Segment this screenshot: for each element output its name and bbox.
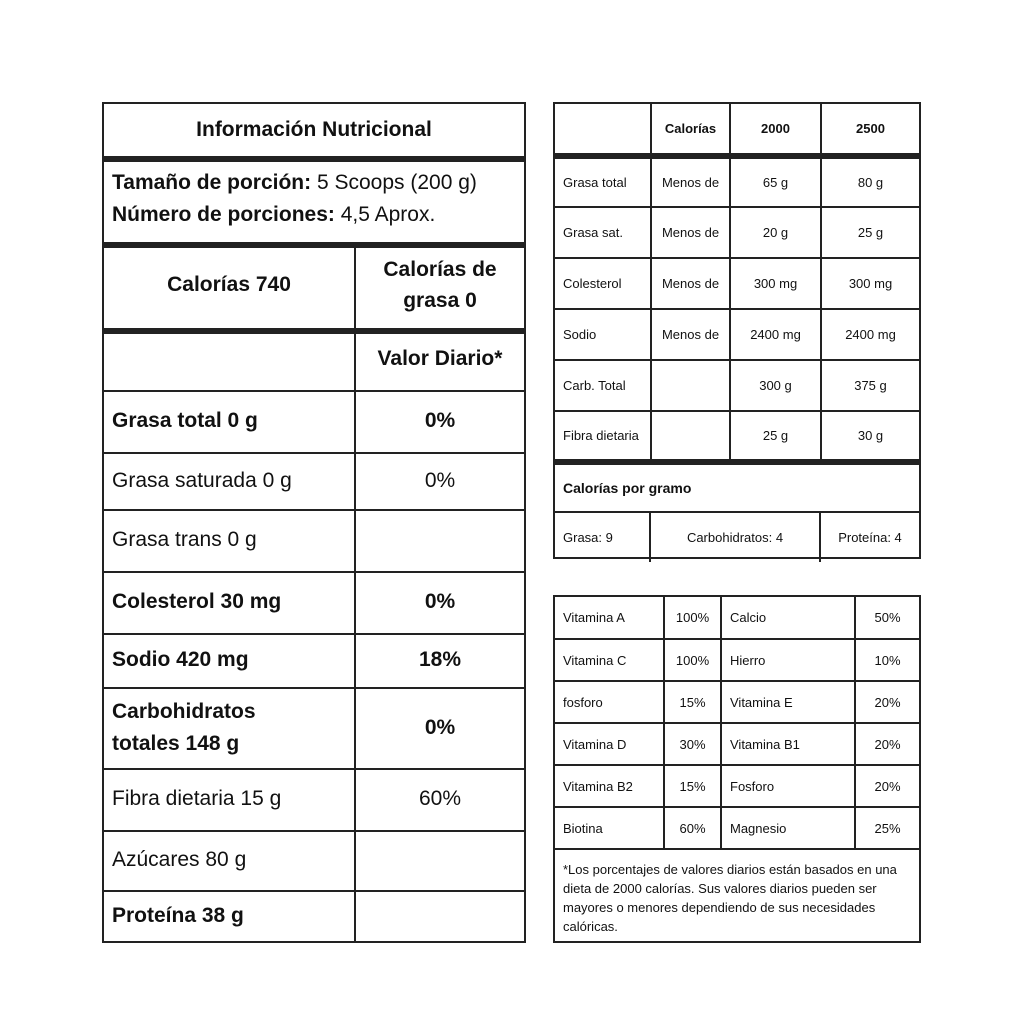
- nutrient-name: Carbohidratos totales 148 g: [112, 699, 256, 755]
- reference-2000: 20 g: [730, 207, 821, 258]
- daily-value-header: Valor Diario*: [354, 328, 524, 390]
- reference-qualifier: Menos de: [651, 156, 730, 207]
- reference-nutrient: Grasa total: [555, 156, 651, 207]
- vitamin-row: [555, 597, 919, 639]
- reference-nutrient: Grasa sat.: [555, 207, 651, 258]
- vitamin-percent: 20%: [855, 765, 919, 807]
- nutrition-title: Información Nutricional: [104, 104, 524, 162]
- reference-2500: 375 g: [821, 360, 919, 411]
- vitamins-panel: [553, 595, 921, 943]
- nutrient-name: Grasa saturada 0 g: [112, 468, 292, 492]
- vitamin-row: [555, 681, 919, 723]
- calories-row: [104, 242, 524, 334]
- vitamin-name: Calcio: [721, 597, 855, 639]
- reference-row: [555, 411, 919, 462]
- reference-2000: 65 g: [730, 156, 821, 207]
- reference-header-row: [555, 104, 919, 156]
- calories-from-fat: Calorías de grasa 0: [354, 242, 524, 328]
- reference-2500: 2400 mg: [821, 309, 919, 360]
- reference-row: [555, 360, 919, 411]
- nutrient-row: [104, 830, 524, 892]
- vitamin-percent: 25%: [855, 807, 919, 849]
- reference-row: [555, 258, 919, 309]
- vitamin-percent: 60%: [664, 807, 721, 849]
- protein-calories-per-gram: Proteína: 4: [838, 530, 902, 545]
- reference-qualifier: [651, 411, 730, 462]
- nutrient-dv: [354, 509, 524, 571]
- vitamin-name: Vitamina D: [555, 723, 664, 765]
- nutrient-row: [104, 890, 524, 941]
- vitamins-table: [555, 597, 919, 850]
- vitamin-row: [555, 723, 919, 765]
- vitamin-name: Fosforo: [721, 765, 855, 807]
- daily-value-footnote: *Los porcentajes de valores diarios están basados en una dieta de 2000 calorías. Sus valores diarios pueden ser mayores o menores dependiendo de sus necesidades calóricas.: [563, 862, 897, 934]
- header-cell: [555, 104, 651, 156]
- nutrient-dv: 0%: [354, 390, 524, 452]
- nutrient-name: Colesterol 30 mg: [112, 590, 282, 613]
- nutrient-row: [104, 390, 524, 454]
- vitamin-name: Vitamina C: [555, 639, 664, 681]
- reference-2500: 80 g: [821, 156, 919, 207]
- calories-per-gram-title: Calorías por gramo: [555, 465, 919, 513]
- reference-nutrient: Sodio: [555, 309, 651, 360]
- daily-value-header-row: [104, 328, 524, 392]
- reference-qualifier: Menos de: [651, 258, 730, 309]
- reference-qualifier: Menos de: [651, 207, 730, 258]
- vitamin-name: Magnesio: [721, 807, 855, 849]
- vitamin-percent: 30%: [664, 723, 721, 765]
- calories-value: Calorías 740: [167, 273, 291, 296]
- vitamin-name: Vitamina B1: [721, 723, 855, 765]
- reference-row: [555, 156, 919, 207]
- reference-2000: 2400 mg: [730, 309, 821, 360]
- nutrient-row: [104, 452, 524, 511]
- nutrient-dv: 0%: [354, 571, 524, 633]
- vitamin-percent: 100%: [664, 639, 721, 681]
- nutrient-dv: [354, 830, 524, 890]
- nutrient-dv: 0%: [354, 687, 524, 768]
- vitamin-name: Vitamina A: [555, 597, 664, 639]
- nutrition-facts-panel: [102, 102, 526, 943]
- reference-2000: 25 g: [730, 411, 821, 462]
- servings-per-container: Número de porciones: 4,5 Aprox.: [112, 203, 436, 226]
- reference-qualifier: Menos de: [651, 309, 730, 360]
- header-cell: 2000: [730, 104, 821, 156]
- serving-size: Tamaño de porción: 5 Scoops (200 g): [112, 171, 477, 194]
- nutrient-name: Proteína 38 g: [112, 903, 244, 927]
- vitamin-name: Vitamina B2: [555, 765, 664, 807]
- reference-row: [555, 309, 919, 360]
- reference-nutrient: Colesterol: [555, 258, 651, 309]
- nutrient-name: Fibra dietaria 15 g: [112, 787, 282, 810]
- header-cell: 2500: [821, 104, 919, 156]
- reference-row: [555, 207, 919, 258]
- vitamin-percent: 50%: [855, 597, 919, 639]
- vitamin-percent: 15%: [664, 681, 721, 723]
- nutrient-name: Grasa trans 0 g: [112, 528, 257, 551]
- vitamin-row: [555, 765, 919, 807]
- vitamin-row: [555, 807, 919, 849]
- vitamin-name: Vitamina E: [721, 681, 855, 723]
- vitamin-percent: 20%: [855, 723, 919, 765]
- reference-2500: 25 g: [821, 207, 919, 258]
- vitamin-percent: 10%: [855, 639, 919, 681]
- nutrient-dv: 18%: [354, 633, 524, 687]
- header-cell: Calorías: [651, 104, 730, 156]
- reference-2000: 300 mg: [730, 258, 821, 309]
- nutrient-name: Azúcares 80 g: [112, 848, 247, 871]
- nutrient-row: [104, 571, 524, 635]
- nutrient-dv: 60%: [354, 768, 524, 830]
- reference-values-panel: [553, 102, 921, 559]
- nutrient-row: [104, 509, 524, 573]
- reference-table: [555, 104, 919, 465]
- fat-calories-per-gram: Grasa: 9: [555, 513, 651, 562]
- reference-qualifier: [651, 360, 730, 411]
- nutrient-row: [104, 768, 524, 832]
- vitamin-name: Biotina: [555, 807, 664, 849]
- nutrient-name: Grasa total 0 g: [112, 409, 258, 432]
- nutrient-dv: 0%: [354, 452, 524, 509]
- serving-info: [104, 156, 524, 248]
- carb-calories-per-gram: Carbohidratos: 4: [651, 513, 821, 562]
- reference-2000: 300 g: [730, 360, 821, 411]
- reference-nutrient: Fibra dietaria: [555, 411, 651, 462]
- nutrient-dv: [354, 890, 524, 941]
- nutrient-row: [104, 633, 524, 689]
- vitamin-row: [555, 639, 919, 681]
- nutrient-name: Sodio 420 mg: [112, 648, 249, 671]
- reference-2500: 300 mg: [821, 258, 919, 309]
- calories-per-gram-row: [555, 513, 919, 562]
- vitamin-name: Hierro: [721, 639, 855, 681]
- vitamin-percent: 15%: [664, 765, 721, 807]
- vitamin-percent: 100%: [664, 597, 721, 639]
- reference-nutrient: Carb. Total: [555, 360, 651, 411]
- reference-2500: 30 g: [821, 411, 919, 462]
- vitamin-percent: 20%: [855, 681, 919, 723]
- vitamin-name: fosforo: [555, 681, 664, 723]
- nutrient-row: [104, 687, 524, 770]
